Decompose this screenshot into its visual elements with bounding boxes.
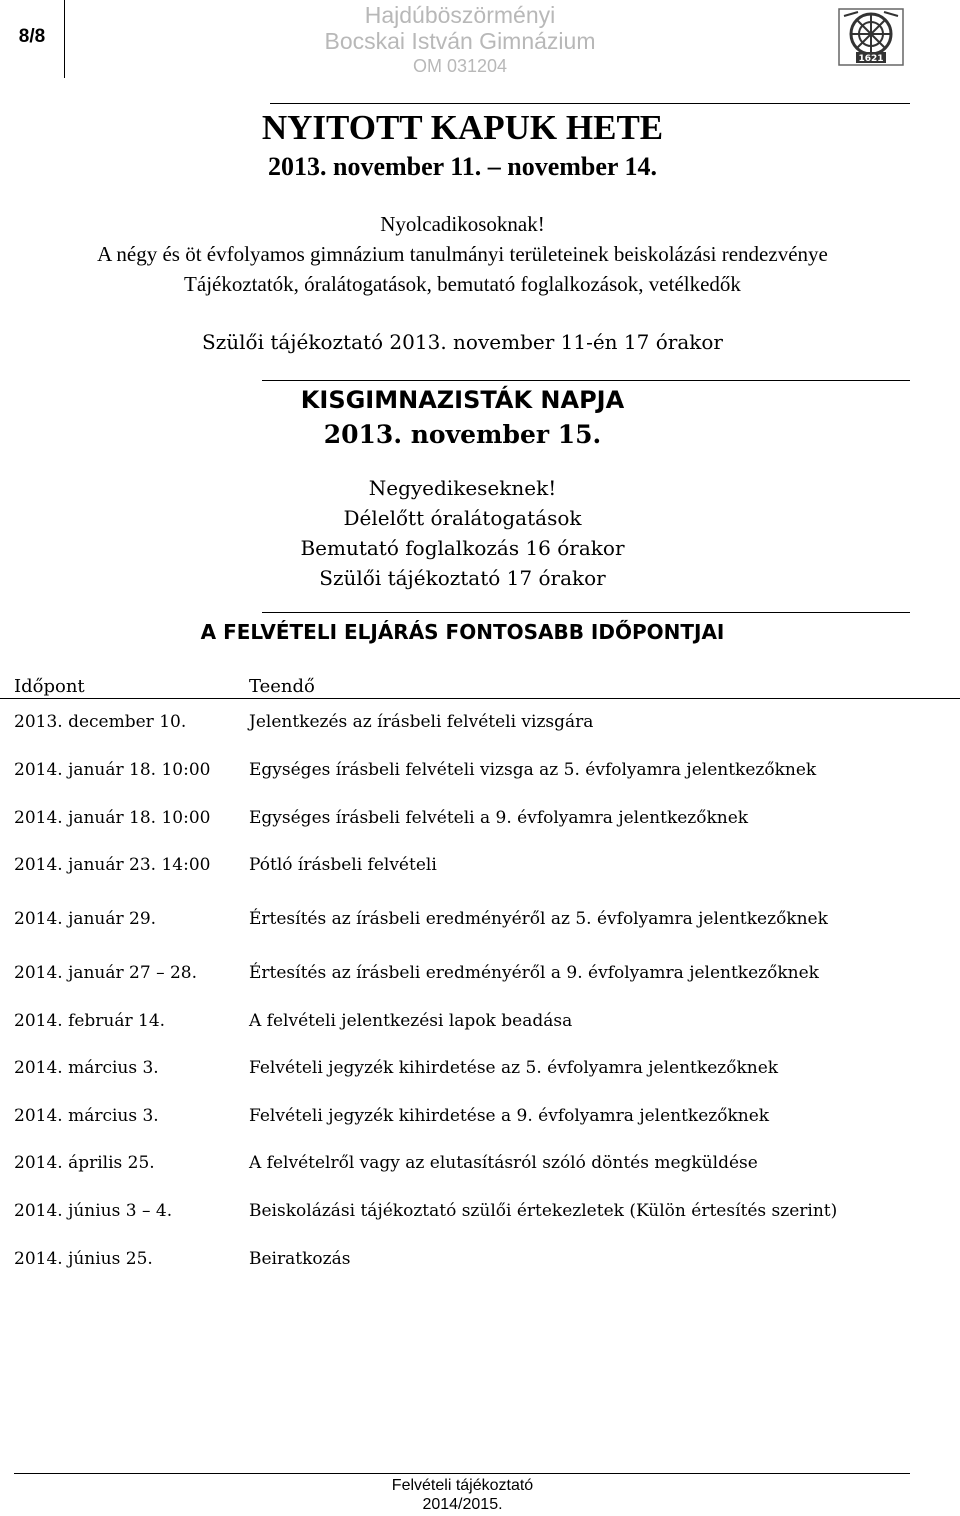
open-days-date: 2013. november 11. – november 14. bbox=[267, 152, 658, 181]
row-task: Értesítés az írásbeli eredményéről a 9. évfolyamra jelentkezőknek bbox=[249, 963, 819, 983]
row-date: 2014. január 27 – 28. bbox=[14, 963, 198, 983]
row-date: 2014. június 3 – 4. bbox=[14, 1201, 173, 1221]
footer-rule bbox=[14, 1473, 910, 1474]
table-header-rule bbox=[0, 698, 960, 699]
section1-rule bbox=[262, 380, 910, 381]
school-om-number: OM 031204 bbox=[412, 56, 508, 76]
logo-year: 1621 bbox=[858, 54, 884, 64]
row-date: 2014. január 23. 14:00 bbox=[14, 855, 211, 875]
kids-day-line2: Bemutató foglalkozás 16 órakor bbox=[300, 536, 625, 560]
kids-day-line1: Délelőtt óralátogatások bbox=[343, 506, 582, 530]
row-task: Felvételi jegyzék kihirdetése a 9. évfolyamra jelentkezőknek bbox=[249, 1106, 770, 1126]
kids-day-audience: Negyedikeseknek! bbox=[368, 476, 557, 500]
open-days-parents-info: Szülői tájékoztató 2013. november 11-én 17 órakor bbox=[202, 330, 723, 354]
kids-day-date: 2013. november 15. bbox=[323, 420, 602, 449]
open-days-audience: Nyolcadikosoknak! bbox=[380, 212, 545, 236]
row-date: 2014. január 29. bbox=[14, 909, 157, 929]
row-date: 2014. április 25. bbox=[14, 1153, 155, 1173]
column-header-task: Teendő bbox=[249, 676, 315, 697]
row-date: 2014. január 18. 10:00 bbox=[14, 808, 211, 828]
kids-day-line3: Szülői tájékoztató 17 órakor bbox=[319, 566, 606, 590]
row-task: Felvételi jegyzék kihirdetése az 5. évfolyamra jelentkezőknek bbox=[249, 1058, 779, 1078]
school-name-line2: Bocskai István Gimnázium bbox=[324, 28, 596, 54]
open-days-title: NYITOTT KAPUK HETE bbox=[261, 108, 664, 147]
row-task: Beiskolázási tájékoztató szülői értekezletek (Külön értesítés szerint) bbox=[249, 1201, 838, 1221]
row-task: Értesítés az írásbeli eredményéről az 5. évfolyamra jelentkezőknek bbox=[249, 909, 828, 929]
row-date: 2014. március 3. bbox=[14, 1106, 159, 1126]
row-date: 2013. december 10. bbox=[14, 712, 187, 732]
open-days-activities: Tájékoztatók, óralátogatások, bemutató foglalkozások, vetélkedők bbox=[184, 272, 741, 296]
row-date: 2014. január 18. 10:00 bbox=[14, 760, 211, 780]
open-days-description: A négy és öt évfolyamos gimnázium tanulmányi területeinek beiskolázási rendezvénye bbox=[97, 242, 828, 266]
row-date: 2014. március 3. bbox=[14, 1058, 159, 1078]
page-number: 8/8 bbox=[18, 26, 46, 47]
row-task: A felvételről vagy az elutasításról szóló döntés megküldése bbox=[249, 1153, 758, 1173]
column-header-date: Időpont bbox=[14, 676, 85, 697]
section2-rule bbox=[262, 612, 910, 613]
row-task: A felvételi jelentkezési lapok beadása bbox=[249, 1011, 573, 1031]
row-task: Egységes írásbeli felvételi a 9. évfolyamra jelentkezőknek bbox=[249, 808, 749, 828]
row-task: Egységes írásbeli felvételi vizsga az 5. évfolyamra jelentkezőknek bbox=[249, 760, 817, 780]
row-date: 2014. február 14. bbox=[14, 1011, 166, 1031]
row-task: Pótló írásbeli felvételi bbox=[249, 855, 437, 875]
header-rule bbox=[270, 103, 910, 104]
footer-title: Felvételi tájékoztató bbox=[391, 1477, 534, 1494]
row-task: Beiratkozás bbox=[249, 1249, 351, 1269]
school-logo bbox=[838, 8, 904, 66]
school-name-line1: Hajdúböszörményi bbox=[364, 2, 556, 28]
row-date: 2014. június 25. bbox=[14, 1249, 153, 1269]
row-task: Jelentkezés az írásbeli felvételi vizsgára bbox=[249, 712, 594, 732]
footer-year: 2014/2015. bbox=[422, 1496, 503, 1513]
admission-schedule-title: A FELVÉTELI ELJÁRÁS FONTOSABB IDŐPONTJAI bbox=[200, 620, 725, 644]
kids-day-title: KISGIMNAZISTÁK NAPJA bbox=[300, 386, 625, 414]
